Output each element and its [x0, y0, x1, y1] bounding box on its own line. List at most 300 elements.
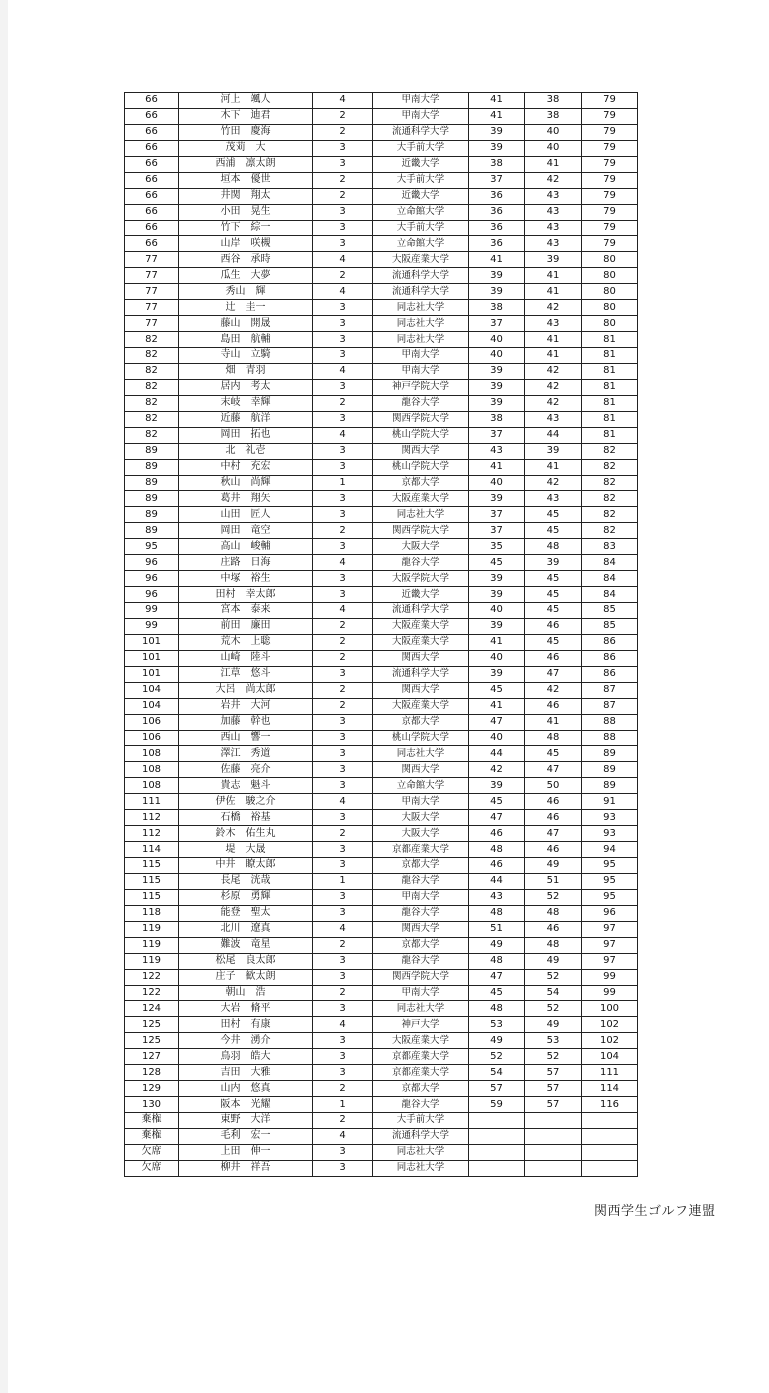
rank-cell: 115 — [125, 889, 179, 905]
grade-cell: 2 — [313, 395, 373, 411]
total-score-cell: 82 — [582, 443, 638, 459]
player-name-cell: 茂苅 大 — [179, 140, 313, 156]
rank-cell: 66 — [125, 188, 179, 204]
player-name-cell: 中村 充宏 — [179, 459, 313, 475]
grade-cell: 2 — [313, 188, 373, 204]
total-score-cell: 99 — [582, 969, 638, 985]
out-score-cell: 42 — [469, 762, 525, 778]
rank-cell: 104 — [125, 698, 179, 714]
player-name-cell: 西山 響一 — [179, 730, 313, 746]
player-name-cell: 貴志 魁斗 — [179, 778, 313, 794]
table-row — [125, 714, 638, 730]
table-row — [125, 156, 638, 172]
grade-cell: 3 — [313, 491, 373, 507]
grade-cell: 3 — [313, 348, 373, 364]
grade-cell: 3 — [313, 1144, 373, 1160]
grade-cell: 4 — [313, 252, 373, 268]
table-row — [125, 634, 638, 650]
player-name-cell: 木下 迪君 — [179, 108, 313, 124]
grade-cell: 3 — [313, 730, 373, 746]
in-score-cell: 48 — [525, 730, 582, 746]
player-name-cell: 毛利 宏一 — [179, 1128, 313, 1144]
grade-cell: 3 — [313, 905, 373, 921]
table-row — [125, 539, 638, 555]
university-cell: 同志社大学 — [373, 507, 469, 523]
total-score-cell: 114 — [582, 1081, 638, 1097]
player-name-cell: 西浦 凛太朗 — [179, 156, 313, 172]
table-row — [125, 555, 638, 571]
table-row — [125, 587, 638, 603]
total-score-cell: 85 — [582, 618, 638, 634]
in-score-cell: 51 — [525, 873, 582, 889]
rank-cell: 89 — [125, 475, 179, 491]
grade-cell: 1 — [313, 1097, 373, 1113]
table-row — [125, 794, 638, 810]
rank-cell: 115 — [125, 873, 179, 889]
total-score-cell: 84 — [582, 555, 638, 571]
in-score-cell: 39 — [525, 555, 582, 571]
in-score-cell: 50 — [525, 778, 582, 794]
total-score-cell: 84 — [582, 571, 638, 587]
university-cell: 桃山学院大学 — [373, 427, 469, 443]
university-cell: 甲南大学 — [373, 889, 469, 905]
table-row — [125, 1081, 638, 1097]
rank-cell: 106 — [125, 730, 179, 746]
player-name-cell: 畑 青羽 — [179, 363, 313, 379]
in-score-cell: 42 — [525, 682, 582, 698]
university-cell: 大阪産業大学 — [373, 698, 469, 714]
table-row — [125, 698, 638, 714]
player-name-cell: 難波 竜星 — [179, 937, 313, 953]
rank-cell: 115 — [125, 858, 179, 874]
rank-cell: 108 — [125, 762, 179, 778]
university-cell: 大手前大学 — [373, 220, 469, 236]
grade-cell: 2 — [313, 523, 373, 539]
table-row — [125, 682, 638, 698]
total-score-cell: 82 — [582, 459, 638, 475]
university-cell: 同志社大学 — [373, 1160, 469, 1176]
in-score-cell: 46 — [525, 618, 582, 634]
total-score-cell: 86 — [582, 634, 638, 650]
player-name-cell: 澤江 秀道 — [179, 746, 313, 762]
table-row — [125, 905, 638, 921]
out-score-cell: 47 — [469, 969, 525, 985]
rank-cell: 108 — [125, 746, 179, 762]
total-score-cell: 93 — [582, 826, 638, 842]
in-score-cell: 57 — [525, 1097, 582, 1113]
total-score-cell: 81 — [582, 348, 638, 364]
table-row — [125, 746, 638, 762]
in-score-cell: 40 — [525, 140, 582, 156]
total-score-cell: 88 — [582, 714, 638, 730]
rank-cell: 82 — [125, 379, 179, 395]
total-score-cell: 79 — [582, 93, 638, 109]
rank-cell: 66 — [125, 156, 179, 172]
table-row — [125, 252, 638, 268]
player-name-cell: 秀山 輝 — [179, 284, 313, 300]
in-score-cell: 41 — [525, 459, 582, 475]
rank-cell: 89 — [125, 459, 179, 475]
in-score-cell — [525, 1113, 582, 1129]
rank-cell: 66 — [125, 93, 179, 109]
table-row — [125, 363, 638, 379]
grade-cell: 4 — [313, 427, 373, 443]
grade-cell: 3 — [313, 1049, 373, 1065]
university-cell: 流通科学大学 — [373, 284, 469, 300]
total-score-cell: 102 — [582, 1017, 638, 1033]
total-score-cell: 82 — [582, 507, 638, 523]
rank-cell: 96 — [125, 555, 179, 571]
player-name-cell: 宮本 泰来 — [179, 603, 313, 619]
out-score-cell: 48 — [469, 842, 525, 858]
out-score-cell: 36 — [469, 220, 525, 236]
university-cell: 龍谷大学 — [373, 905, 469, 921]
rank-cell: 66 — [125, 108, 179, 124]
total-score-cell: 89 — [582, 778, 638, 794]
out-score-cell: 37 — [469, 316, 525, 332]
total-score-cell: 116 — [582, 1097, 638, 1113]
grade-cell: 3 — [313, 953, 373, 969]
results-table — [124, 92, 638, 1177]
university-cell: 流通科学大学 — [373, 268, 469, 284]
total-score-cell: 84 — [582, 587, 638, 603]
rank-cell: 77 — [125, 284, 179, 300]
total-score-cell — [582, 1113, 638, 1129]
grade-cell: 2 — [313, 985, 373, 1001]
grade-cell: 2 — [313, 618, 373, 634]
rank-cell: 96 — [125, 587, 179, 603]
table-row — [125, 1160, 638, 1176]
university-cell: 関西大学 — [373, 762, 469, 778]
table-row — [125, 953, 638, 969]
rank-cell: 112 — [125, 826, 179, 842]
university-cell: 大手前大学 — [373, 1113, 469, 1129]
grade-cell: 3 — [313, 714, 373, 730]
out-score-cell: 39 — [469, 587, 525, 603]
out-score-cell: 47 — [469, 714, 525, 730]
university-cell: 関西大学 — [373, 921, 469, 937]
out-score-cell: 39 — [469, 124, 525, 140]
in-score-cell: 42 — [525, 475, 582, 491]
player-name-cell: 吉田 大雅 — [179, 1065, 313, 1081]
rank-cell: 82 — [125, 411, 179, 427]
player-name-cell: 荒木 上聡 — [179, 634, 313, 650]
grade-cell: 3 — [313, 379, 373, 395]
university-cell: 流通科学大学 — [373, 124, 469, 140]
out-score-cell: 51 — [469, 921, 525, 937]
university-cell: 流通科学大学 — [373, 1128, 469, 1144]
in-score-cell: 42 — [525, 363, 582, 379]
in-score-cell: 48 — [525, 905, 582, 921]
out-score-cell: 40 — [469, 348, 525, 364]
table-row — [125, 300, 638, 316]
in-score-cell: 45 — [525, 523, 582, 539]
table-row — [125, 459, 638, 475]
university-cell: 大手前大学 — [373, 140, 469, 156]
total-score-cell: 88 — [582, 730, 638, 746]
rank-cell: 119 — [125, 937, 179, 953]
table-row — [125, 348, 638, 364]
table-row — [125, 188, 638, 204]
in-score-cell: 54 — [525, 985, 582, 1001]
university-cell: 京都大学 — [373, 937, 469, 953]
rank-cell: 82 — [125, 395, 179, 411]
out-score-cell: 39 — [469, 140, 525, 156]
grade-cell: 3 — [313, 1033, 373, 1049]
out-score-cell: 39 — [469, 379, 525, 395]
rank-cell: 77 — [125, 300, 179, 316]
table-row — [125, 220, 638, 236]
player-name-cell: 庄路 日海 — [179, 555, 313, 571]
total-score-cell: 96 — [582, 905, 638, 921]
rank-cell: 122 — [125, 969, 179, 985]
player-name-cell: 島田 航輔 — [179, 332, 313, 348]
rank-cell: 112 — [125, 810, 179, 826]
total-score-cell: 80 — [582, 268, 638, 284]
total-score-cell: 79 — [582, 204, 638, 220]
rank-cell: 66 — [125, 204, 179, 220]
rank-cell: 66 — [125, 220, 179, 236]
player-name-cell: 居内 考太 — [179, 379, 313, 395]
total-score-cell — [582, 1128, 638, 1144]
rank-cell: 111 — [125, 794, 179, 810]
total-score-cell: 91 — [582, 794, 638, 810]
player-name-cell: 西谷 承時 — [179, 252, 313, 268]
results-table-body — [125, 93, 638, 1177]
university-cell: 甲南大学 — [373, 348, 469, 364]
grade-cell: 3 — [313, 858, 373, 874]
in-score-cell: 52 — [525, 889, 582, 905]
out-score-cell: 36 — [469, 204, 525, 220]
total-score-cell: 89 — [582, 746, 638, 762]
out-score-cell: 41 — [469, 108, 525, 124]
rank-cell: 欠席 — [125, 1144, 179, 1160]
total-score-cell: 81 — [582, 363, 638, 379]
in-score-cell: 42 — [525, 300, 582, 316]
in-score-cell: 45 — [525, 746, 582, 762]
in-score-cell: 45 — [525, 634, 582, 650]
grade-cell: 4 — [313, 1128, 373, 1144]
grade-cell: 3 — [313, 666, 373, 682]
university-cell: 甲南大学 — [373, 108, 469, 124]
in-score-cell: 45 — [525, 571, 582, 587]
grade-cell: 3 — [313, 1001, 373, 1017]
in-score-cell: 47 — [525, 762, 582, 778]
university-cell: 大阪産業大学 — [373, 634, 469, 650]
university-cell: 京都大学 — [373, 475, 469, 491]
table-row — [125, 650, 638, 666]
university-cell: 甲南大学 — [373, 363, 469, 379]
table-row — [125, 1049, 638, 1065]
grade-cell: 2 — [313, 682, 373, 698]
player-name-cell: 朝山 浩 — [179, 985, 313, 1001]
out-score-cell: 48 — [469, 905, 525, 921]
grade-cell: 3 — [313, 539, 373, 555]
player-name-cell: 松尾 良太郎 — [179, 953, 313, 969]
table-row — [125, 491, 638, 507]
rank-cell: 棄権 — [125, 1128, 179, 1144]
in-score-cell: 46 — [525, 650, 582, 666]
university-cell: 京都産業大学 — [373, 842, 469, 858]
player-name-cell: 北川 遼真 — [179, 921, 313, 937]
rank-cell: 129 — [125, 1081, 179, 1097]
in-score-cell: 48 — [525, 937, 582, 953]
total-score-cell: 81 — [582, 411, 638, 427]
out-score-cell: 41 — [469, 459, 525, 475]
total-score-cell: 86 — [582, 666, 638, 682]
grade-cell: 4 — [313, 363, 373, 379]
university-cell: 立命館大学 — [373, 778, 469, 794]
out-score-cell: 39 — [469, 666, 525, 682]
total-score-cell — [582, 1160, 638, 1176]
total-score-cell: 95 — [582, 858, 638, 874]
in-score-cell: 43 — [525, 316, 582, 332]
university-cell: 同志社大学 — [373, 1001, 469, 1017]
player-name-cell: 垣本 優世 — [179, 172, 313, 188]
player-name-cell: 藤山 開晟 — [179, 316, 313, 332]
in-score-cell: 46 — [525, 794, 582, 810]
out-score-cell: 44 — [469, 873, 525, 889]
grade-cell: 3 — [313, 507, 373, 523]
grade-cell: 3 — [313, 571, 373, 587]
table-row — [125, 1001, 638, 1017]
grade-cell: 3 — [313, 1065, 373, 1081]
university-cell: 大阪産業大学 — [373, 491, 469, 507]
table-row — [125, 826, 638, 842]
out-score-cell: 38 — [469, 156, 525, 172]
player-name-cell: 山内 悠真 — [179, 1081, 313, 1097]
out-score-cell: 40 — [469, 475, 525, 491]
in-score-cell — [525, 1144, 582, 1160]
out-score-cell: 35 — [469, 539, 525, 555]
player-name-cell: 山岸 咲槻 — [179, 236, 313, 252]
rank-cell: 124 — [125, 1001, 179, 1017]
grade-cell: 4 — [313, 284, 373, 300]
rank-cell: 99 — [125, 603, 179, 619]
total-score-cell: 87 — [582, 682, 638, 698]
total-score-cell: 95 — [582, 873, 638, 889]
in-score-cell: 45 — [525, 507, 582, 523]
player-name-cell: 上田 伸一 — [179, 1144, 313, 1160]
player-name-cell: 石橋 裕基 — [179, 810, 313, 826]
rank-cell: 96 — [125, 571, 179, 587]
player-name-cell: 近藤 航洋 — [179, 411, 313, 427]
university-cell: 龍谷大学 — [373, 873, 469, 889]
grade-cell: 3 — [313, 842, 373, 858]
total-score-cell — [582, 1144, 638, 1160]
out-score-cell: 39 — [469, 778, 525, 794]
table-row — [125, 1033, 638, 1049]
table-row — [125, 140, 638, 156]
total-score-cell: 82 — [582, 491, 638, 507]
rank-cell: 82 — [125, 332, 179, 348]
total-score-cell: 97 — [582, 953, 638, 969]
table-row — [125, 284, 638, 300]
table-row — [125, 507, 638, 523]
table-row — [125, 443, 638, 459]
grade-cell: 3 — [313, 746, 373, 762]
player-name-cell: 山田 匠人 — [179, 507, 313, 523]
table-row — [125, 666, 638, 682]
player-name-cell: 田村 幸太郎 — [179, 587, 313, 603]
player-name-cell: 山崎 陸斗 — [179, 650, 313, 666]
grade-cell: 2 — [313, 634, 373, 650]
rank-cell: 99 — [125, 618, 179, 634]
grade-cell: 2 — [313, 650, 373, 666]
in-score-cell: 43 — [525, 236, 582, 252]
table-row — [125, 427, 638, 443]
university-cell: 京都産業大学 — [373, 1049, 469, 1065]
out-score-cell: 39 — [469, 618, 525, 634]
university-cell: 京都大学 — [373, 1081, 469, 1097]
out-score-cell: 39 — [469, 284, 525, 300]
player-name-cell: 秋山 尚輝 — [179, 475, 313, 491]
out-score-cell — [469, 1128, 525, 1144]
player-name-cell: 小田 晃生 — [179, 204, 313, 220]
table-row — [125, 1017, 638, 1033]
university-cell: 立命館大学 — [373, 204, 469, 220]
player-name-cell: 田村 有康 — [179, 1017, 313, 1033]
player-name-cell: 鳥羽 皓大 — [179, 1049, 313, 1065]
out-score-cell: 41 — [469, 634, 525, 650]
rank-cell: 66 — [125, 172, 179, 188]
university-cell: 神戸学院大学 — [373, 379, 469, 395]
table-row — [125, 937, 638, 953]
university-cell: 大阪大学 — [373, 810, 469, 826]
grade-cell: 3 — [313, 810, 373, 826]
table-row — [125, 1097, 638, 1113]
rank-cell: 119 — [125, 953, 179, 969]
player-name-cell: 鈴木 佑生丸 — [179, 826, 313, 842]
university-cell: 大阪学院大学 — [373, 571, 469, 587]
university-cell: 同志社大学 — [373, 316, 469, 332]
rank-cell: 66 — [125, 236, 179, 252]
out-score-cell: 57 — [469, 1081, 525, 1097]
total-score-cell: 99 — [582, 985, 638, 1001]
in-score-cell: 48 — [525, 539, 582, 555]
table-row — [125, 1113, 638, 1129]
out-score-cell: 45 — [469, 794, 525, 810]
player-name-cell: 北 礼壱 — [179, 443, 313, 459]
out-score-cell — [469, 1113, 525, 1129]
rank-cell: 101 — [125, 650, 179, 666]
grade-cell: 3 — [313, 587, 373, 603]
grade-cell: 3 — [313, 778, 373, 794]
in-score-cell: 45 — [525, 587, 582, 603]
grade-cell: 3 — [313, 889, 373, 905]
rank-cell: 130 — [125, 1097, 179, 1113]
total-score-cell: 86 — [582, 650, 638, 666]
total-score-cell: 79 — [582, 220, 638, 236]
university-cell: 流通科学大学 — [373, 603, 469, 619]
table-row — [125, 172, 638, 188]
table-row — [125, 332, 638, 348]
rank-cell: 104 — [125, 682, 179, 698]
total-score-cell: 79 — [582, 172, 638, 188]
total-score-cell: 97 — [582, 921, 638, 937]
player-name-cell: 高山 峻輔 — [179, 539, 313, 555]
university-cell: 甲南大学 — [373, 93, 469, 109]
in-score-cell: 43 — [525, 220, 582, 236]
total-score-cell: 102 — [582, 1033, 638, 1049]
in-score-cell: 41 — [525, 268, 582, 284]
university-cell: 龍谷大学 — [373, 555, 469, 571]
grade-cell: 3 — [313, 140, 373, 156]
university-cell: 近畿大学 — [373, 156, 469, 172]
in-score-cell: 46 — [525, 921, 582, 937]
player-name-cell: 柳井 祥吾 — [179, 1160, 313, 1176]
rank-cell: 101 — [125, 634, 179, 650]
